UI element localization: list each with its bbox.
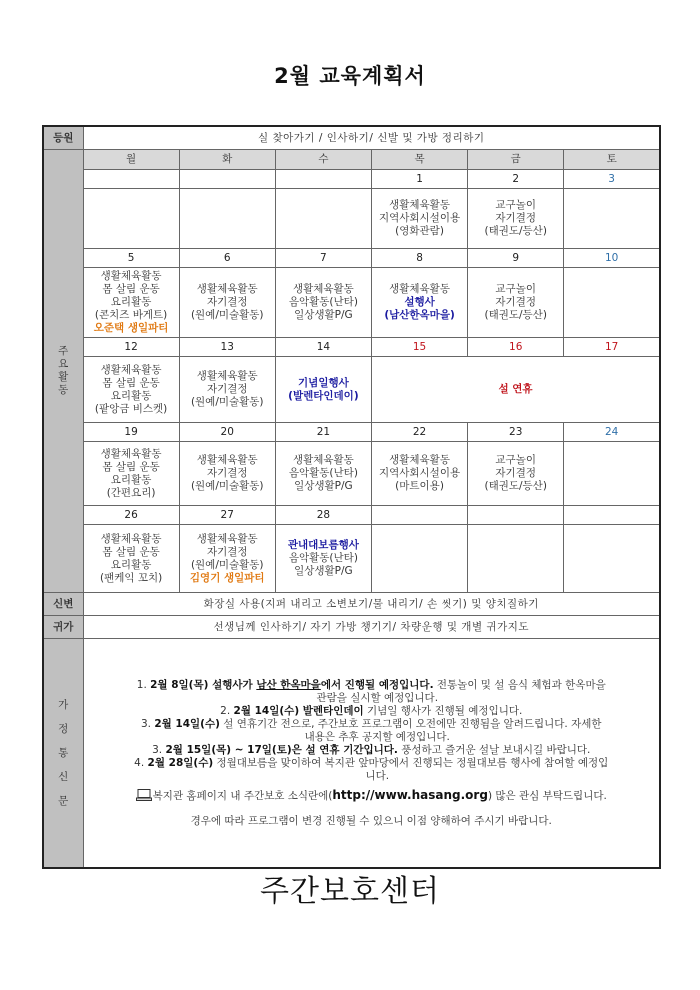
activity-cell	[564, 525, 660, 593]
activity-cell	[564, 442, 660, 506]
arrival-row	[43, 126, 660, 150]
departure-label: 귀가	[43, 616, 83, 639]
activity-line: (간편요리)	[106, 486, 156, 499]
side-label-char: 요	[58, 358, 69, 370]
notice-text: 2월 14일(수)	[154, 717, 220, 730]
notice-text: 내용은 추후 공지할 예정입니다.	[304, 730, 450, 743]
activity-line: 김영기 생일파티	[189, 571, 265, 584]
newsletter-content	[83, 639, 660, 869]
date-cell: 6	[179, 249, 275, 268]
notice-item	[84, 705, 660, 718]
date-cell: 10	[564, 249, 660, 268]
date-cell: 17	[564, 338, 660, 357]
side-label-char: 동	[58, 384, 69, 396]
date-cell	[83, 170, 179, 189]
activity-line: (콘치즈 바게트)	[94, 309, 168, 321]
activity-cell	[83, 189, 179, 249]
activity-line: 요리활동	[110, 558, 152, 571]
hygiene-text: 화장실 사용(지퍼 내리고 소변보기/물 내리기/ 손 씻기) 및 양치질하기	[83, 593, 660, 616]
activity-line: 생활체육활동	[196, 283, 258, 295]
date-cell: 9	[468, 249, 564, 268]
notice-text: 관람을 실시할 예정입니다.	[316, 691, 439, 704]
homepage-notice	[84, 789, 660, 803]
date-row	[43, 249, 660, 268]
activity-line: (남산한옥마을)	[384, 309, 455, 321]
activity-row	[43, 189, 660, 249]
activity-line: (원예/미술활동)	[190, 480, 264, 492]
activity-cell	[468, 525, 564, 593]
activity-cell	[179, 268, 275, 338]
activity-row	[43, 442, 660, 506]
hygiene-row	[43, 593, 660, 616]
newsletter-label-char: 신	[58, 771, 69, 783]
date-cell: 15	[371, 338, 467, 357]
activity-line: (영화관람)	[395, 225, 444, 237]
activity-line: 생활체육활동	[292, 454, 354, 466]
activity-line: 생활체육활동	[389, 454, 450, 466]
notice-text: 3.	[152, 743, 166, 756]
activity-line: 기념일행사	[298, 376, 349, 389]
notice-text: 4.	[134, 756, 148, 769]
notice-item	[84, 718, 660, 731]
notice-text: 남산 한옥마을	[256, 678, 321, 691]
newsletter-label	[43, 639, 83, 869]
notice-text: 3.	[140, 717, 155, 730]
activity-line: 자기결정	[495, 467, 536, 479]
homepage-text: ) 많은 관심 부탁드립니다.	[487, 789, 607, 802]
notice-text: 정월대보름을 맞이하여 복지관 앞마당에서 진행되는 정월대보름 행사에 참여할 예정입	[213, 756, 609, 769]
date-cell: 16	[468, 338, 564, 357]
notice-item	[84, 731, 660, 744]
activity-row	[43, 357, 660, 423]
date-cell: 23	[468, 423, 564, 442]
date-cell: 20	[179, 423, 275, 442]
activity-line: (팥앙금 비스켓)	[94, 402, 168, 415]
notice-text: 1.	[136, 678, 151, 691]
activity-cell	[468, 189, 564, 249]
activity-line: 자기결정	[206, 545, 248, 558]
notice-text: 에서 진행될 예정입니다.	[320, 678, 434, 691]
activity-line: 교구놀이	[495, 283, 536, 295]
activity-cell	[371, 442, 467, 506]
notice-item	[84, 757, 660, 770]
activity-row	[43, 268, 660, 338]
activity-cell	[83, 442, 179, 506]
weekday-header: 월	[83, 150, 179, 170]
newsletter-row	[43, 639, 660, 869]
activity-line: 몸 살림 운동	[102, 283, 160, 295]
notice-text: 풍성하고 즐거운 설날 보내시길 바랍니다.	[397, 743, 591, 756]
activity-line: 일상생활P/G	[294, 480, 353, 492]
activity-line: 지역사회시설이용	[378, 212, 461, 224]
notice-text: 2월 8일(목) 설행사가	[150, 678, 257, 691]
activity-line: 생활체육활동	[100, 363, 162, 376]
activity-cell	[371, 268, 467, 338]
page-title: 2월 교육계획서	[274, 64, 426, 88]
activity-line: 생활체육활동	[100, 270, 162, 282]
activity-line: 교구놀이	[495, 454, 536, 466]
notice-item	[84, 679, 660, 692]
newsletter-label-char: 가	[58, 699, 69, 711]
activity-cell	[179, 357, 275, 423]
activity-line: 자기결정	[206, 383, 248, 395]
date-cell: 2	[468, 170, 564, 189]
education-plan-table	[42, 125, 661, 869]
activity-cell	[83, 268, 179, 338]
notice-text: 2월 15일(목) ~ 17일(토)은 설 연휴 기간입니다.	[165, 743, 398, 756]
date-cell: 13	[179, 338, 275, 357]
activity-cell	[275, 525, 371, 593]
newsletter-label-char: 통	[58, 747, 69, 759]
notice-item	[84, 744, 660, 757]
activity-line: 생활체육활동	[389, 199, 450, 211]
activity-line: (태권도/등산)	[484, 225, 547, 237]
weekday-header: 화	[179, 150, 275, 170]
activity-line: 자기결정	[495, 296, 536, 308]
activity-cell	[275, 357, 371, 423]
activity-line: (발렌타인데이)	[288, 389, 359, 402]
homepage-text: 복지관 홈페이지 내 주간보호 소식란에(	[152, 789, 333, 802]
activity-line: 생활체육활동	[196, 532, 258, 545]
activity-line: 음악활동(난타)	[288, 552, 358, 564]
notice-text: 2월 14일(수) 발렌타인데이	[233, 704, 364, 717]
activity-line: 설 연휴	[498, 383, 533, 395]
notice-text: 설 연휴기간 전으로, 주간보호 프로그램이 오전에만 진행됨을 알려드립니다. 자세한	[219, 717, 602, 730]
activity-cell	[275, 442, 371, 506]
newsletter-label-char: 문	[58, 795, 69, 807]
date-cell	[275, 170, 371, 189]
activity-line: 요리활동	[110, 473, 152, 486]
hygiene-label: 신변	[43, 593, 83, 616]
date-row	[43, 170, 660, 189]
activity-line: (태권도/등산)	[484, 309, 547, 321]
activity-line: (원예/미술활동)	[190, 309, 264, 321]
activity-line: 생활체육활동	[292, 283, 354, 295]
activity-cell	[468, 442, 564, 506]
activity-cell	[179, 442, 275, 506]
departure-text: 선생님께 인사하기/ 자기 가방 챙기기/ 차량운행 및 개별 귀가지도	[83, 616, 660, 639]
activity-cell	[371, 357, 660, 423]
activity-cell	[564, 189, 660, 249]
activity-row	[43, 525, 660, 593]
activity-cell	[371, 189, 467, 249]
arrival-label: 등원	[43, 126, 83, 150]
activity-line: 생활체육활동	[196, 370, 258, 382]
date-cell	[468, 506, 564, 525]
date-row	[43, 338, 660, 357]
activity-line: 음악활동(난타)	[288, 467, 358, 479]
date-cell: 8	[371, 249, 467, 268]
activity-cell	[275, 189, 371, 249]
activity-line: 관내대보름행사	[287, 539, 359, 551]
activity-cell	[83, 357, 179, 423]
activity-cell	[83, 525, 179, 593]
center-name: 주간보호센터	[260, 874, 440, 909]
newsletter-label-char: 정	[58, 723, 69, 735]
activity-line: 몸 살림 운동	[102, 545, 160, 558]
activity-cell	[564, 268, 660, 338]
notice-text: 2월 28일(수)	[147, 756, 214, 769]
arrival-text: 실 찾아가기 / 인사하기/ 신발 및 가방 정리하기	[83, 126, 660, 150]
side-label-char: 주	[58, 345, 69, 357]
activity-line: (원예/미술활동)	[190, 396, 264, 408]
activity-line: 생활체육활동	[100, 447, 162, 460]
weekday-header: 토	[564, 150, 660, 170]
weekday-header: 목	[371, 150, 467, 170]
date-cell: 28	[275, 506, 371, 525]
date-cell: 27	[179, 506, 275, 525]
activity-line: 생활체육활동	[389, 283, 450, 295]
closing-notice: 경우에 따라 프로그램이 변경 진행될 수 있으니 이점 양해하여 주시기 바랍니다.	[190, 814, 552, 827]
activity-line: 설행사	[404, 296, 435, 308]
activity-cell	[371, 525, 467, 593]
activity-line: (마트이용)	[395, 480, 444, 492]
activity-line: 몸 살림 운동	[102, 376, 160, 389]
homepage-url: http://www.hasang.org	[332, 787, 488, 802]
activity-line: 몸 살림 운동	[102, 460, 160, 473]
date-cell: 1	[371, 170, 467, 189]
date-cell: 26	[83, 506, 179, 525]
notice-text: 2.	[220, 704, 234, 717]
activity-line: 자기결정	[206, 296, 248, 308]
side-label-char: 활	[58, 371, 69, 383]
activity-line: 일상생활P/G	[294, 309, 353, 321]
activity-line: 생활체육활동	[196, 454, 258, 466]
activity-cell	[179, 189, 275, 249]
activity-cell	[468, 268, 564, 338]
date-cell: 24	[564, 423, 660, 442]
weekday-header: 금	[468, 150, 564, 170]
date-row	[43, 423, 660, 442]
activity-line: 일상생활P/G	[294, 565, 353, 577]
notice-item	[84, 692, 660, 705]
date-cell: 7	[275, 249, 371, 268]
activity-line: 요리활동	[110, 389, 152, 402]
notice-text: 전통놀이 및 설 음식 체험과 한옥마을	[433, 678, 606, 691]
date-cell: 3	[564, 170, 660, 189]
activity-line: 오준택 생일파티	[93, 322, 169, 334]
activity-line: 자기결정	[495, 212, 536, 224]
date-cell: 5	[83, 249, 179, 268]
activity-line: 생활체육활동	[100, 532, 162, 545]
activity-line: (팬케익 꼬치)	[99, 571, 163, 584]
date-cell: 21	[275, 423, 371, 442]
date-cell: 22	[371, 423, 467, 442]
activity-line: 요리활동	[110, 296, 152, 308]
notice-text: 기념일 행사가 진행될 예정입니다.	[363, 704, 523, 717]
activity-line: 음악활동(난타)	[288, 296, 358, 308]
activity-cell	[275, 268, 371, 338]
activity-line: (원예/미술활동)	[190, 558, 264, 571]
date-row	[43, 506, 660, 525]
date-cell	[371, 506, 467, 525]
notice-text: 니다.	[365, 769, 390, 782]
weekday-header-row	[43, 150, 660, 170]
main-activities-label	[43, 150, 83, 593]
departure-row	[43, 616, 660, 639]
date-cell: 14	[275, 338, 371, 357]
weekday-header: 수	[275, 150, 371, 170]
date-cell: 12	[83, 338, 179, 357]
date-cell: 19	[83, 423, 179, 442]
date-cell	[564, 506, 660, 525]
computer-icon	[136, 789, 152, 801]
activity-line: 자기결정	[206, 467, 248, 479]
activity-cell	[179, 525, 275, 593]
activity-line: 지역사회시설이용	[378, 467, 461, 479]
date-cell	[179, 170, 275, 189]
activity-line: 교구놀이	[495, 199, 536, 211]
activity-line: (태권도/등산)	[484, 480, 547, 492]
notice-item	[84, 770, 660, 783]
